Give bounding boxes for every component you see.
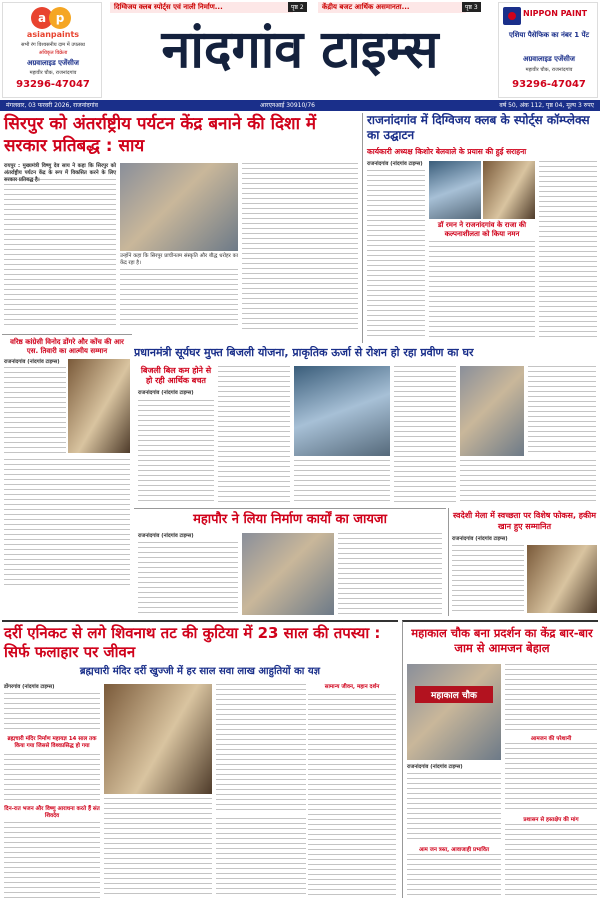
story-digvijay-photo-caption: डॉ रमन ने राजनांदगांव के राजा की कल्पनाशीलता को किया नमन — [437, 221, 527, 238]
story-sirpur-photo-caption: उन्होंने कहा कि सिरपुर प्राचीनतम संस्कृति और बौद्ध धरोहर का केंद्र रहा है। — [120, 253, 238, 266]
dateline-mid: आरएनआई 30910/76 — [260, 102, 315, 109]
story-suryaghar-col3 — [294, 460, 390, 504]
story-suryaghar-dateline: राजनांदगांव (नांदगांव टाइम्स) — [138, 390, 194, 396]
story-shivnath-col3a — [216, 684, 306, 814]
story-shivnath-col1a — [4, 693, 100, 733]
story-suryaghar-col4 — [394, 366, 456, 504]
story-digvijay-headline[interactable]: राजनांदगांव में दिग्विजय क्लब के स्पोर्ट्स कॉम्प्लेक्स का उद्घाटन — [367, 113, 590, 142]
story-mahakal — [402, 620, 598, 898]
story-shivnath-photo — [104, 684, 212, 794]
story-sirpur-col1 — [4, 179, 116, 329]
nippon-phone: 93296-47047 — [512, 79, 586, 90]
story-mahakal-col2c — [505, 824, 597, 898]
nippon-logo-icon — [503, 7, 521, 25]
asianpaints-ad[interactable] — [2, 2, 102, 98]
story-shivnath — [2, 620, 398, 898]
story-mahakal-col1b — [407, 854, 501, 898]
nippon-line1: एशिया पैसेफिक का नंबर 1 पेंट — [508, 31, 590, 39]
story-swadeshi-dateline: राजनांदगांव (नांदगांव टाइम्स) — [452, 536, 508, 542]
story-digvijay-photo2 — [483, 161, 535, 219]
asianpaints-brand: asianpaints — [26, 30, 80, 39]
story-shivnath-sub3: सामान्य जीवन, महान दर्शन — [324, 684, 380, 690]
story-mahakal-headline[interactable]: महाकाल चौक बना प्रदर्शन का केंद्र बार-बार जाम से आमजन बेहाल — [411, 626, 593, 655]
dateline-bar — [0, 100, 600, 111]
story-shivnath-col3b — [216, 818, 306, 898]
story-digvijay — [362, 113, 598, 343]
story-suryaghar-col6 — [528, 366, 596, 456]
story-mayor-dateline: राजनांदगांव (नांदगांव टाइम्स) — [138, 533, 194, 539]
story-dongre-photo — [68, 359, 130, 453]
masthead-title: नांदगांव टाइम्स — [161, 19, 439, 80]
story-shivnath-col2 — [104, 798, 212, 898]
asianpaints-agency: अग्रवालाइड एजेंसीज — [27, 59, 79, 67]
story-shivnath-sub2: दिन-रात भजन और विष्णु आराधना करते हैं संत शिवदेव — [4, 806, 100, 819]
story-shivnath-col4 — [308, 694, 396, 898]
story-mahakal-sub2: प्रशासन से हस्तक्षेप की मांग — [523, 817, 579, 823]
story-digvijay-col3 — [539, 161, 597, 340]
story-dongre-headline[interactable]: वरिष्ठ कांग्रेसी विनोद डोंगरे और कोंच की आर एस. तिवारी का आत्मीय सम्मान — [10, 338, 124, 355]
story-suryaghar-photo1 — [294, 366, 390, 456]
story-suryaghar-photo2 — [460, 366, 524, 456]
asianpaints-line1: सभी रंग विश्वसनीय दाम में उपलब्ध — [21, 42, 85, 48]
story-sirpur-headline[interactable]: सिरपुर को अंतर्राष्ट्रीय पर्यटन केंद्र बनाने की दिशा में सरकार प्रतिबद्ध : साय — [4, 114, 317, 156]
story-dongre — [2, 334, 132, 587]
story-suryaghar-subhead: बिजली बिल कम होने से हो रही आर्थिक बचत — [140, 366, 212, 385]
story-sirpur — [2, 113, 360, 331]
story-mahakal-col2b — [505, 743, 597, 813]
story-swadeshi — [448, 508, 598, 616]
story-shivnath-sub1: ब्रह्मचारी मंदिर निर्माण महायज्ञ 14 साल तक किया गया जिससे विश्वप्रसिद्ध हो गया — [7, 736, 97, 749]
asianpaints-address: महावीर चौक, राजनांदगांव — [29, 70, 77, 76]
nippon-address: महावीर चौक, राजनांदगांव — [525, 67, 573, 73]
story-suryaghar-col1 — [138, 400, 214, 504]
story-digvijay-subhead: कार्यकारी अध्यक्ष किशोर बेलवाले के प्रयास की हुई सराहना — [367, 147, 527, 156]
story-shivnath-col1b — [4, 754, 100, 804]
dateline-right: वर्ष 50, अंक 112, पृष्ठ 04, मूल्य 3 रुपए — [499, 102, 594, 109]
story-sirpur-lead: रायपुर : मुख्यमंत्री विष्णु देव साय ने कहा कि सिरपुर को अंतर्राष्ट्रीय पर्यटन केंद्र के रूप में विकसित करने के लिए सरकार प्रतिबद्ध है। — [4, 163, 116, 183]
story-mayor-col1 — [138, 542, 238, 617]
story-mahakal-sub3: आम जन त्रस्त, आवाजाही प्रभावित — [418, 847, 490, 853]
story-sirpur-col2 — [120, 269, 238, 329]
story-suryaghar-headline[interactable]: प्रधानमंत्री सूर्यघर मुफ्त बिजली योजना, प्राकृतिक ऊर्जा से रोशन हो रहा प्रवीण का घर — [134, 346, 474, 359]
story-mahakal-photo — [407, 664, 501, 760]
nippon-ad[interactable] — [498, 2, 598, 98]
story-shivnath-col1c — [4, 822, 100, 898]
story-digvijay-col1 — [367, 170, 425, 340]
top-tag-left-page[interactable]: पृष्ठ 2 — [288, 2, 307, 12]
story-mayor — [134, 508, 446, 618]
story-mayor-col2 — [338, 533, 442, 617]
story-dongre-col2 — [4, 459, 130, 587]
story-sirpur-photo — [120, 163, 238, 251]
top-tag-right-page[interactable]: पृष्ठ 3 — [462, 2, 481, 12]
story-shivnath-headline[interactable]: दर्री एनिकट से लगे शिवनाथ तट की कुटिया में 23 साल की तपस्या : सिर्फ फलाहार पर जीवन — [4, 624, 381, 661]
story-swadeshi-col1 — [452, 545, 524, 615]
top-tag-mid[interactable]: केंद्रीय बजट आर्थिक असमानता... — [318, 2, 466, 13]
top-tag-left[interactable]: दिग्विजय क्लब स्पोर्ट्स एवं नाली निर्माण... — [110, 2, 293, 13]
story-swadeshi-headline[interactable]: स्वदेशी मेला में स्वच्छता पर विशेष फोकस, हकीम खान हुए सम्मानित — [452, 511, 597, 531]
story-dongre-dateline: राजनांदगांव (नांदगांव टाइम्स) — [4, 359, 60, 365]
story-digvijay-col2 — [429, 241, 535, 340]
story-mahakal-sign: महाकाल चौक — [415, 686, 493, 703]
story-dongre-col1 — [4, 367, 66, 455]
story-sirpur-col3 — [242, 163, 358, 329]
story-mahakal-col2a — [505, 664, 597, 732]
story-mahakal-dateline: राजनांदगांव (नांदगांव टाइम्स) — [407, 764, 463, 770]
story-mahakal-col1 — [407, 773, 501, 843]
asianpaints-phone: 93296-47047 — [16, 79, 90, 90]
asianpaints-line2: अधिकृत विक्रेता — [38, 50, 68, 56]
story-suryaghar — [134, 346, 598, 506]
story-shivnath-subhead: ब्रह्मचारी मंदिर दर्री खुज्जी में हर साल सवा लाख आहुतियों का यज्ञ — [79, 666, 321, 677]
story-digvijay-dateline: राजनांदगांव (नांदगांव टाइम्स) — [367, 161, 423, 167]
nippon-brand: NIPPON PAINT — [523, 9, 588, 18]
story-suryaghar-col2 — [218, 366, 290, 504]
story-swadeshi-photo — [527, 545, 597, 613]
dateline-left: मंगलवार, 03 फरवरी 2026, राजनांदगांव — [6, 102, 98, 109]
story-suryaghar-col5 — [460, 460, 596, 504]
story-mayor-headline[interactable]: महापौर ने लिया निर्माण कार्यों का जायजा — [193, 512, 387, 527]
asianpaints-logo-icon: a p — [31, 7, 75, 29]
story-digvijay-photo1 — [429, 161, 481, 219]
story-mayor-photo — [242, 533, 334, 615]
story-shivnath-dateline: डोंगरगांव (नांदगांव टाइम्स) — [4, 684, 55, 690]
story-mahakal-sub1: आमजन की परेशानी — [530, 736, 572, 742]
nippon-agency: अग्रवालाइड एजेंसीज — [523, 55, 575, 63]
